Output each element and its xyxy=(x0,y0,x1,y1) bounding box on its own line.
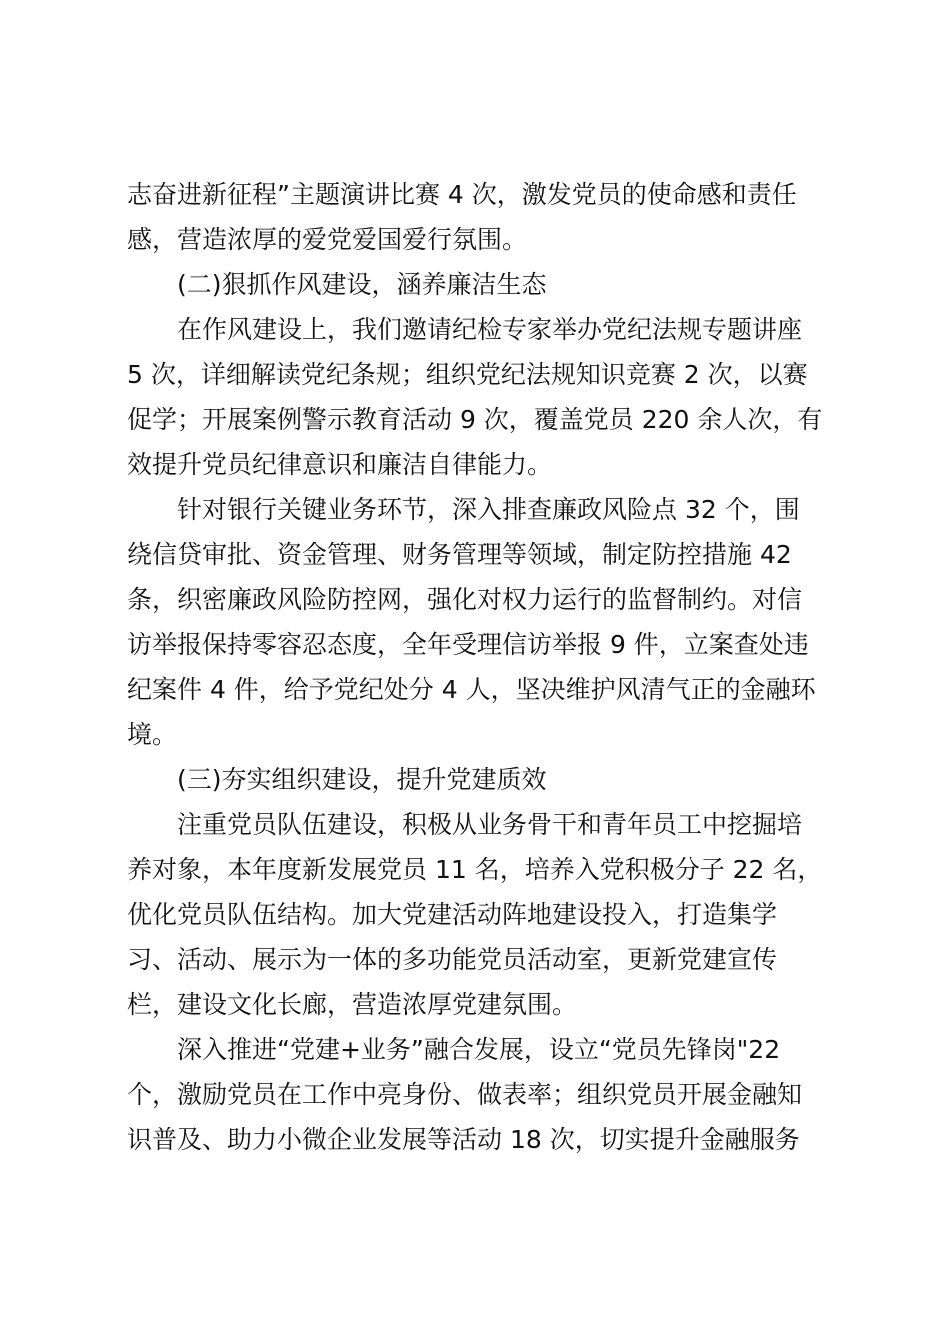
text-line: 5 次，详细解读党纪条规；组织党纪法规知识竞赛 2 次，以赛 xyxy=(127,360,808,389)
section-heading: (二)狠抓作风建设，涵养廉洁生态 xyxy=(177,270,547,299)
text-line: 栏，建设文化长廊，营造浓厚党建氛围。 xyxy=(127,990,578,1019)
text-line: 感，营造浓厚的爱党爱国爱行氛围。 xyxy=(127,225,528,254)
document-body xyxy=(127,172,827,1162)
text-line: 针对银行关键业务环节，深入排查廉政风险点 32 个，围 xyxy=(177,495,800,524)
text-line: 促学；开展案例警示教育活动 9 次，覆盖党员 220 余人次，有 xyxy=(127,405,823,434)
text-line: 注重党员队伍建设，积极从业务骨干和青年员工中挖掘培 xyxy=(177,810,803,839)
text-line: 纪案件 4 件，给予党纪处分 4 人，坚决维护风清气正的金融环 xyxy=(127,675,816,704)
text-line: 境。 xyxy=(127,720,178,749)
text-line: 养对象，本年度新发展党员 11 名，培养入党积极分子 22 名， xyxy=(127,855,823,884)
text-line: 志奋进新征程”主题演讲比赛 4 次，激发党员的使命感和责任 xyxy=(127,180,797,209)
text-line: 绕信贷审批、资金管理、财务管理等领域，制定防控措施 42 xyxy=(127,540,792,569)
text-line: 条，织密廉政风险防控网，强化对权力运行的监督制约。对信 xyxy=(127,585,803,614)
text-line: 在作风建设上，我们邀请纪检专家举办党纪法规专题讲座 xyxy=(177,315,803,344)
section-heading: (三)夯实组织建设，提升党建质效 xyxy=(177,765,547,794)
text-line: 习、活动、展示为一体的多功能党员活动室，更新党建宣传 xyxy=(127,945,778,974)
text-line: 识普及、助力小微企业发展等活动 18 次，切实提升金融服务 xyxy=(127,1125,800,1154)
text-line: 优化党员队伍结构。加大党建活动阵地建设投入，打造集学 xyxy=(127,900,778,929)
text-line: 效提升党员纪律意识和廉洁自律能力。 xyxy=(127,450,553,479)
text-line: 个，激励党员在工作中亮身份、做表率；组织党员开展金融知 xyxy=(127,1080,803,1109)
text-line: 深入推进“党建+业务”融合发展，设立“党员先锋岗"22 xyxy=(177,1035,781,1064)
text-line: 访举报保持零容忍态度，全年受理信访举报 9 件，立案查处违 xyxy=(127,630,809,659)
